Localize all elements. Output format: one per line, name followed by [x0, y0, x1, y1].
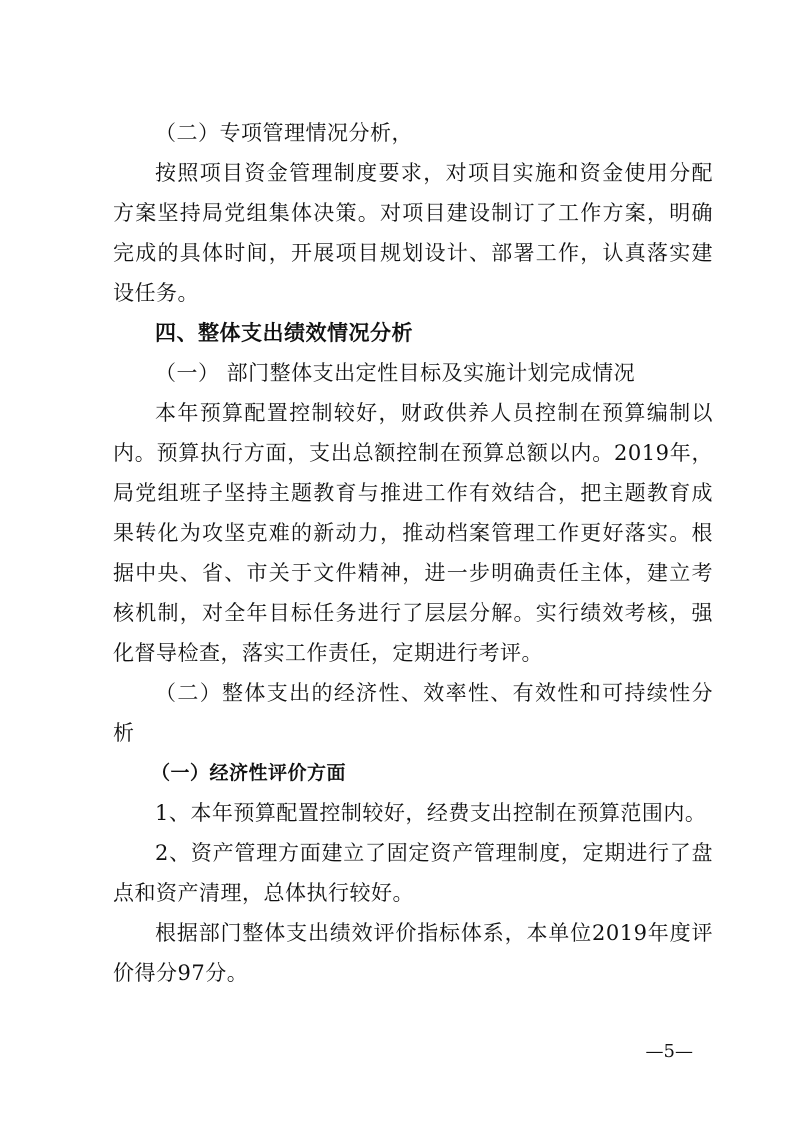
paragraph-project-fund-management: 按照项目资金管理制度要求，对项目实施和资金使用分配方案坚持局党组集体决策。对项目建设制订了工作方案，明确完成的具体时间，开展项目规划设计、部署工作，认真落实建设任务。 [113, 161, 713, 305]
page-number: —5— [645, 1041, 693, 1062]
subsection-qualitative-goals: （一） 部门整体支出定性目标及实施计划完成情况 [155, 361, 636, 385]
paragraph-budget-execution: 本年预算配置控制较好，财政供养人员控制在预算编制以内。预算执行方面，支出总额控制在预算总额以内。2019年，局党组班子坚持主题教育与推进工作有效结合，把主题教育成果转化为攻坚克难的新动力，推动档案管理工作更好落实。根据中央、省、市关于文件精神，进一步明确责任主体，建立考核机制，对全年目标任务进行了层层分解。实行绩效考核，强化督导检查，落实工作责任，定期进行考评。 [113, 401, 713, 665]
paragraph-evaluation-score: 根据部门整体支出绩效评价指标体系，本单位2019年度评价得分97分。 [113, 921, 713, 985]
subheading-economy-evaluation: （一）经济性评价方面 [151, 762, 347, 784]
list-item-asset-management: 2、资产管理方面建立了固定资产管理制度，定期进行了盘点和资产清理，总体执行较好。 [113, 841, 713, 905]
document-body [113, 113, 713, 993]
subsection-economy-efficiency-analysis: （二）整体支出的经济性、效率性、有效性和可持续性分析 [113, 681, 713, 745]
subsection-special-management: （二）专项管理情况分析， [155, 121, 413, 145]
section-heading-overall-performance: 四、整体支出绩效情况分析 [155, 321, 413, 345]
list-item-budget-control: 1、本年预算配置控制较好，经费支出控制在预算范围内。 [155, 801, 707, 825]
